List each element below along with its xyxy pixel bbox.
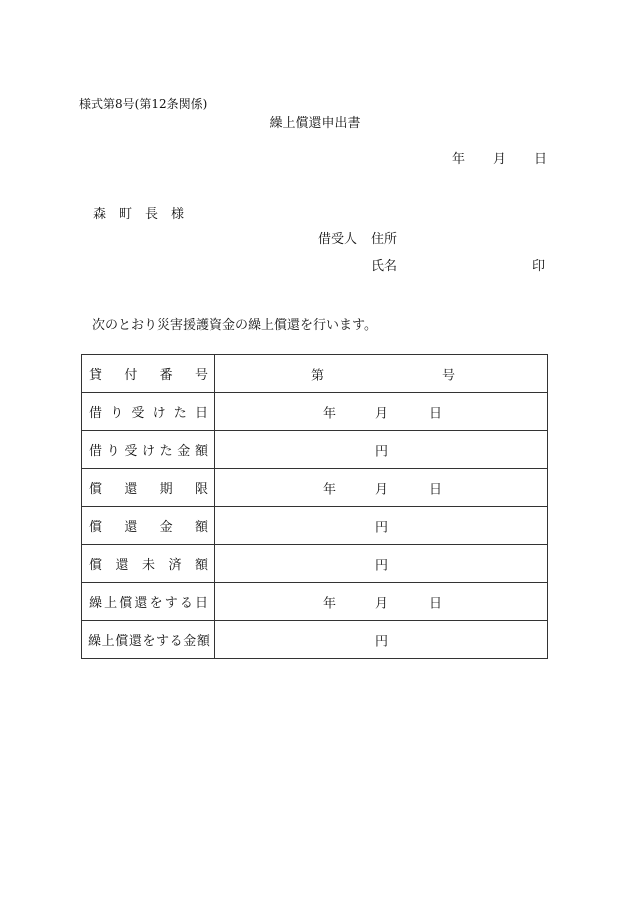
date-year-label: 年 (452, 152, 466, 167)
row-label (82, 355, 215, 393)
table-row (82, 355, 548, 393)
label-char: 受 (124, 444, 138, 459)
table-row (82, 545, 548, 583)
borrowed-amount-field[interactable] (215, 431, 548, 469)
label-char: 金 (159, 520, 173, 535)
unpaid-balance-field[interactable] (215, 545, 548, 583)
form-number: 様式第8号(第12条関係) (79, 97, 208, 111)
label-char: た (159, 444, 173, 459)
label-char: 期 (159, 482, 173, 497)
label-char: 未 (141, 558, 155, 573)
label-char: 受 (131, 406, 145, 421)
label-char: 金 (183, 634, 197, 649)
label-char: る (169, 634, 183, 649)
table-row (82, 431, 548, 469)
label-char: 限 (194, 482, 208, 497)
row-label (82, 545, 215, 583)
label-char: 償 (89, 558, 103, 573)
month-label: 月 (375, 596, 389, 611)
label-char: す (156, 634, 170, 649)
label-char: 付 (124, 368, 138, 383)
loan-number-field[interactable] (215, 355, 548, 393)
label-char: る (179, 596, 193, 611)
label-char: 償 (89, 520, 103, 535)
label-char: 額 (194, 444, 208, 459)
label-char: り (110, 406, 124, 421)
label-char: り (106, 444, 120, 459)
label-char: 借 (89, 444, 103, 459)
label-char: け (141, 444, 155, 459)
label-char: た (173, 406, 187, 421)
label-char: 償 (119, 596, 133, 611)
repayment-deadline-field[interactable] (215, 469, 548, 507)
document-title: 繰上償還申出書 (269, 116, 361, 131)
label-char: す (164, 596, 178, 611)
suffix-label: 号 (442, 368, 456, 383)
addressee-char: 森 (93, 207, 107, 222)
yen-label: 円 (375, 520, 389, 535)
date-month-label: 月 (493, 152, 507, 167)
label-char: 借 (89, 406, 103, 421)
row-label (82, 621, 215, 659)
addressee-char: 長 (145, 207, 159, 222)
borrower-label: 借受人 (318, 232, 358, 247)
row-label (82, 393, 215, 431)
table-row (82, 583, 548, 621)
label-char: 還 (124, 482, 138, 497)
table-row (82, 469, 548, 507)
label-char: 額 (196, 634, 210, 649)
table-row (82, 393, 548, 431)
year-label: 年 (323, 596, 337, 611)
name-label: 氏名 (371, 259, 398, 274)
date-day-label: 日 (534, 152, 548, 167)
prepayment-date-field[interactable] (215, 583, 548, 621)
label-char: 繰 (89, 596, 103, 611)
label-char: け (152, 406, 166, 421)
label-char: 日 (194, 596, 208, 611)
label-char: 還 (134, 596, 148, 611)
label-char: 繰 (88, 634, 102, 649)
intro-text: 次のとおり災害援護資金の繰上償還を行います。 (92, 318, 377, 333)
label-char: 日 (194, 406, 208, 421)
label-char: 額 (194, 520, 208, 535)
application-table (81, 354, 548, 659)
row-label (82, 583, 215, 621)
year-label: 年 (323, 406, 337, 421)
seal-label: 印 (532, 259, 546, 274)
label-char: 還 (124, 520, 138, 535)
row-label (82, 507, 215, 545)
label-char: を (149, 596, 163, 611)
yen-label: 円 (375, 558, 389, 573)
yen-label: 円 (375, 444, 389, 459)
day-label: 日 (429, 482, 443, 497)
label-char: 金 (177, 444, 191, 459)
address-label: 住所 (371, 232, 398, 247)
table-row (82, 507, 548, 545)
label-char: 還 (115, 558, 129, 573)
year-label: 年 (323, 482, 337, 497)
addressee-char: 様 (171, 207, 185, 222)
label-char: を (142, 634, 156, 649)
label-char: 還 (128, 634, 142, 649)
label-char: 号 (194, 368, 208, 383)
borrow-date-field[interactable] (215, 393, 548, 431)
repayment-amount-field[interactable] (215, 507, 548, 545)
addressee-char: 町 (119, 207, 133, 222)
day-label: 日 (429, 596, 443, 611)
label-char: 貸 (89, 368, 103, 383)
label-char: 上 (101, 634, 115, 649)
row-label (82, 469, 215, 507)
prefix-label: 第 (311, 368, 325, 383)
month-label: 月 (375, 406, 389, 421)
row-label (82, 431, 215, 469)
month-label: 月 (375, 482, 389, 497)
label-char: 額 (194, 558, 208, 573)
day-label: 日 (429, 406, 443, 421)
label-char: 済 (168, 558, 182, 573)
yen-label: 円 (375, 634, 389, 649)
table-row (82, 621, 548, 659)
addressee (93, 207, 197, 223)
label-char: 番 (159, 368, 173, 383)
prepayment-amount-field[interactable] (215, 621, 548, 659)
label-char: 償 (89, 482, 103, 497)
label-char: 上 (104, 596, 118, 611)
label-char: 償 (115, 634, 129, 649)
